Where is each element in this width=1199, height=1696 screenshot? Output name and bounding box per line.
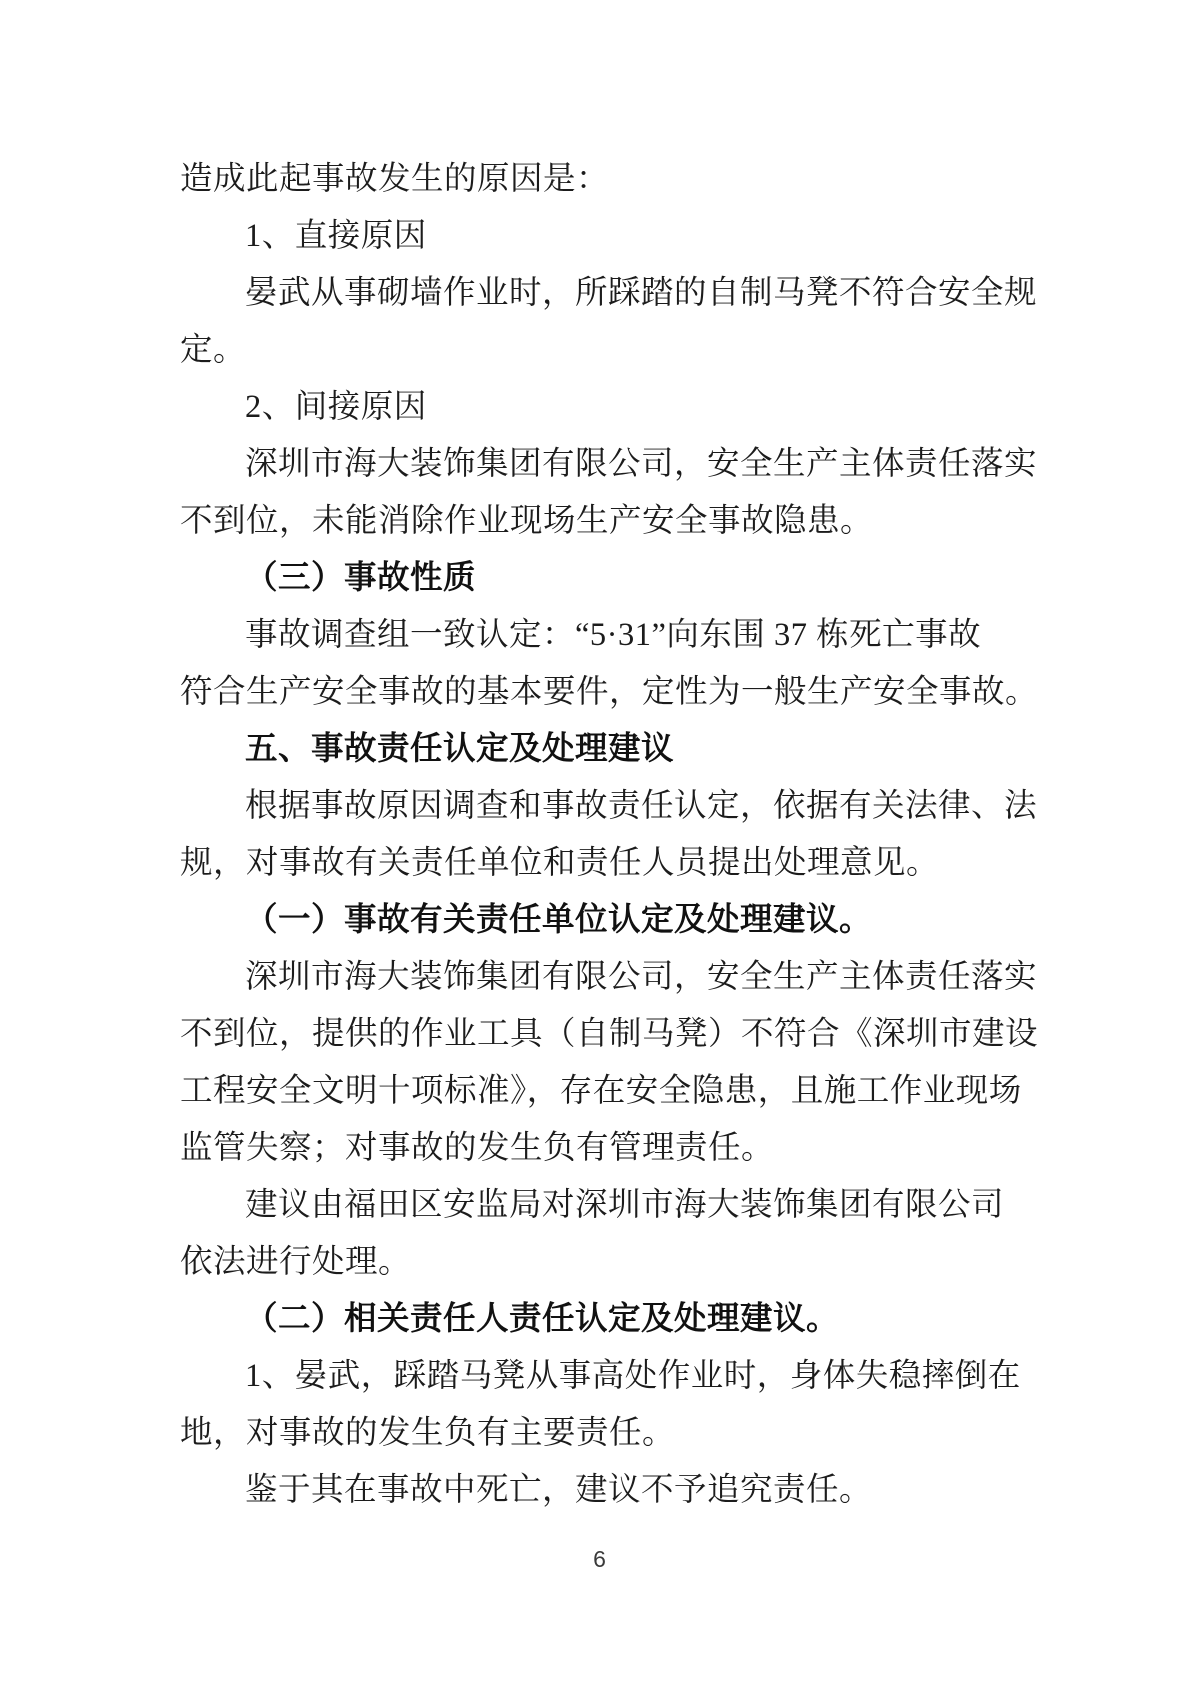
text-line: 不到位，未能消除作业现场生产安全事故隐患。	[180, 503, 874, 539]
text-line: 1、直接原因	[245, 218, 427, 254]
text-line: 不到位，提供的作业工具（自制马凳）不符合《深圳市建设	[180, 1016, 1039, 1052]
page-number: 6	[593, 1546, 606, 1572]
text-line: 2、间接原因	[245, 389, 427, 425]
text-line: 根据事故原因调查和事故责任认定，依据有关法律、法	[245, 788, 1038, 824]
text-line: 地，对事故的发生负有主要责任。	[180, 1415, 676, 1451]
text-line: 依法进行处理。	[180, 1244, 412, 1280]
text-line: 建议由福田区安监局对深圳市海大装饰集团有限公司	[245, 1187, 1005, 1223]
heading-line: （三）事故性质	[245, 560, 477, 596]
heading-line: （一）事故有关责任单位认定及处理建议。	[245, 902, 873, 938]
text-line: 定。	[180, 332, 247, 368]
text-line: 监管失察；对事故的发生负有管理责任。	[180, 1130, 775, 1166]
text-line: 深圳市海大装饰集团有限公司，安全生产主体责任落实	[245, 959, 1038, 995]
text-line: 工程安全文明十项标准》，存在安全隐患，且施工作业现场	[180, 1073, 1022, 1109]
text-line: 符合生产安全事故的基本要件，定性为一般生产安全事故。	[180, 674, 1039, 710]
document-body	[180, 151, 1039, 1519]
text-line: 规，对事故有关责任单位和责任人员提出处理意见。	[180, 845, 940, 881]
text-line: 1、晏武，踩踏马凳从事高处作业时，身体失稳摔倒在	[245, 1358, 1021, 1394]
heading-line: 五、事故责任认定及处理建议	[245, 731, 675, 767]
heading-line: （二）相关责任人责任认定及处理建议。	[245, 1301, 840, 1337]
text-line: 事故调查组一致认定：“5·31”向东围 37 栋死亡事故	[245, 617, 982, 653]
text-line: 鉴于其在事故中死亡，建议不予追究责任。	[245, 1472, 873, 1508]
text-line: 晏武从事砌墙作业时，所踩踏的自制马凳不符合安全规	[245, 275, 1038, 311]
text-line: 深圳市海大装饰集团有限公司，安全生产主体责任落实	[245, 446, 1038, 482]
text-line: 造成此起事故发生的原因是：	[180, 161, 610, 197]
